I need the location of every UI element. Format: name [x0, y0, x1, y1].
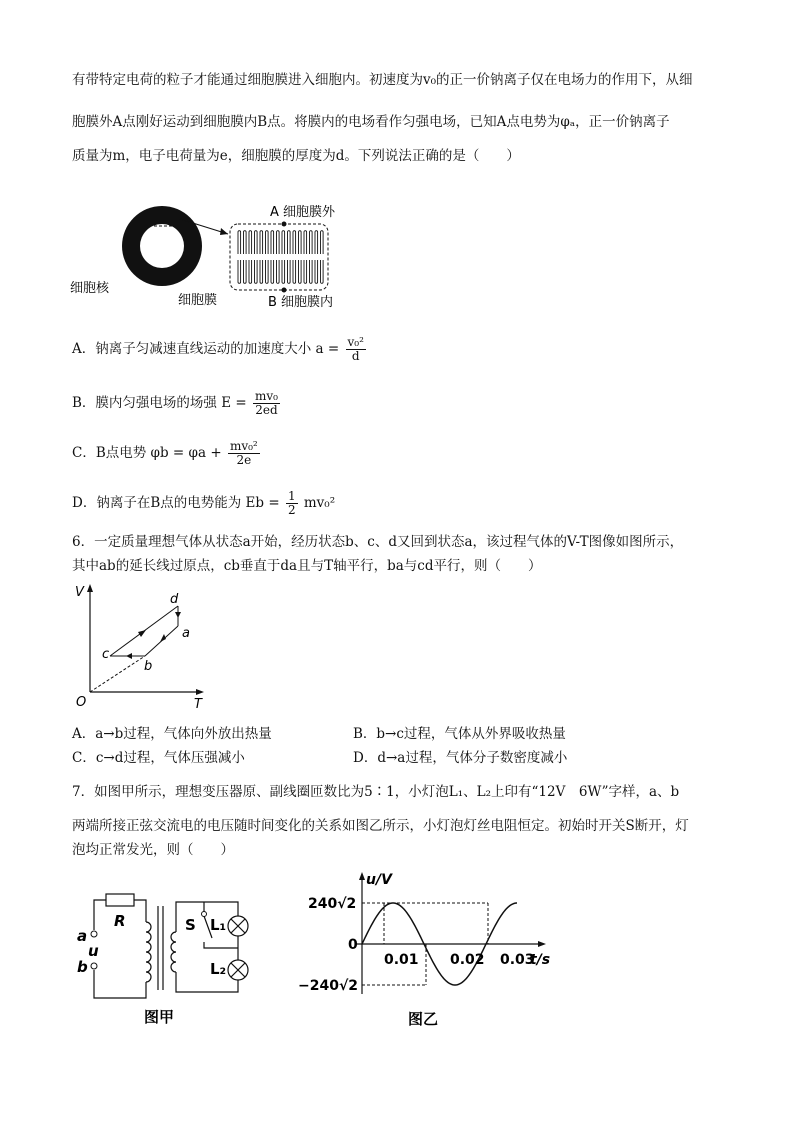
q5-option-b-fraction — [253, 390, 280, 417]
q6-stem-line2: 其中ab的延长线过原点，cb垂直于da且与T轴平行，ba与cd平行，则（ ） — [72, 558, 542, 574]
q5-option-a-text: A．钠离子匀减速直线运动的加速度大小 a = — [72, 341, 340, 357]
q5-option-b-den: 2ed — [255, 403, 278, 417]
lipid-upper — [288, 231, 291, 254]
lipid-lower — [299, 260, 302, 283]
lipid-lower — [244, 260, 247, 283]
label-r: R — [114, 912, 126, 930]
wave-ymax: 240√2 — [308, 896, 357, 912]
q6-option-a[interactable]: A．a→b过程，气体向外放出热量 — [72, 726, 272, 742]
q5-option-d-text: D．钠离子在B点的电势能为 Eb = — [72, 495, 280, 511]
primary-coil — [146, 922, 151, 982]
lipid-upper — [315, 231, 318, 254]
lipid-lower — [266, 260, 269, 283]
wave-t1: 0.01 — [384, 952, 419, 968]
resistor-r — [106, 894, 134, 906]
caption-fig-b: 图乙 — [408, 1010, 439, 1028]
wave-ylabel: u/V — [366, 872, 392, 888]
lipid-lower — [315, 260, 318, 283]
label-b: b — [77, 958, 88, 976]
q5-stem-line2: 胞膜外A点刚好运动到细胞膜内B点。将膜内的电场看作匀强电场，已知A点电势为φₐ，正一价钠离子 — [72, 114, 670, 130]
vt-graph — [72, 584, 222, 714]
t-axis-arrow — [196, 689, 204, 695]
lipid-upper — [244, 231, 247, 254]
point-b — [282, 288, 287, 293]
nucleus — [140, 224, 184, 268]
q7-stem-line1: 7．如图甲所示，理想变压器原、副线圈匝数比为5∶1，小灯泡L₁、L₂上印有“12V 6W”字样，a、b — [72, 784, 680, 800]
lipid-upper — [266, 231, 269, 254]
zoom-arrowhead — [220, 228, 228, 235]
caption-fig-a: 图甲 — [144, 1008, 175, 1026]
q6-option-b[interactable]: B．b→c过程，气体从外界吸收热量 — [353, 726, 566, 742]
lipid-lower — [304, 260, 307, 283]
lipid-upper — [260, 231, 263, 254]
lipid-lower — [271, 260, 274, 283]
q5-option-a-den: d — [351, 349, 360, 363]
lipid-upper — [304, 231, 307, 254]
label-membrane: 细胞膜 — [178, 293, 218, 308]
q5-option-b-text: B．膜内匀强电场的场强 E = — [72, 395, 247, 411]
switch-wire-bottom — [204, 942, 238, 948]
wave-zero: 0 — [348, 937, 358, 953]
q5-option-a-fraction — [346, 336, 366, 363]
q5-option-d-fraction — [286, 490, 298, 517]
label-a-outside: A 细胞膜外 — [270, 205, 336, 220]
primary-wire-right — [134, 900, 146, 922]
extension-line — [90, 656, 145, 692]
q5-stem-line1: 有带特定电荷的粒子才能通过细胞膜进入细胞内。初速度为v₀的正一价钠离子仅在电场力的作用下，从细 — [72, 72, 693, 88]
cell-membrane-figure — [68, 198, 368, 328]
q6-option-c[interactable]: C．c→d过程，气体压强减小 — [72, 750, 245, 766]
wave-t2: 0.02 — [450, 952, 485, 968]
q5-option-c-fraction — [228, 440, 260, 467]
lipid-upper — [282, 231, 285, 254]
lipid-lower — [288, 260, 291, 283]
q5-option-d-den: 2 — [287, 503, 296, 517]
voltage-waveform — [294, 868, 564, 1028]
arrow-bc — [126, 653, 132, 659]
point-label-d: d — [170, 592, 179, 607]
lipid-lower — [310, 260, 313, 283]
q5-option-b[interactable] — [72, 390, 282, 417]
lipid-lower — [293, 260, 296, 283]
q6-option-d[interactable]: D．d→a过程，气体分子数密度减小 — [353, 750, 568, 766]
point-label-b: b — [144, 659, 153, 674]
lipid-lower — [282, 260, 285, 283]
lipid-lower — [238, 260, 241, 283]
lipid-upper — [255, 231, 258, 254]
lipid-lower — [249, 260, 252, 283]
q5-option-c-den: 2e — [236, 453, 252, 467]
arrow-ab — [160, 634, 166, 642]
q5-stem-line3: 质量为m，电子电荷量为e，细胞膜的厚度为d。下列说法正确的是（ ） — [72, 148, 520, 164]
label-a: a — [77, 927, 88, 945]
lipid-upper — [310, 231, 313, 254]
terminal-b — [91, 963, 97, 969]
switch-contact — [202, 912, 207, 917]
q5-option-c-text: C．B点电势 φb = φa + — [72, 445, 222, 461]
lipid-upper — [271, 231, 274, 254]
label-l1: L₁ — [210, 916, 227, 934]
axis-label-t: T — [194, 697, 202, 712]
wave-xlabel: t/s — [530, 952, 551, 968]
q7-stem-line2: 两端所接正弦交流电的电压随时间变化的关系如图乙所示，小灯泡灯丝电阻恒定。初始时开关S断开，灯 — [72, 818, 689, 834]
q5-option-b-num: mv₀ — [254, 389, 278, 403]
lipid-upper — [238, 231, 241, 254]
transformer-circuit — [74, 886, 264, 1036]
t-axis-arrow — [538, 941, 546, 947]
terminal-a — [91, 931, 97, 937]
arrow-da — [175, 612, 181, 618]
q5-option-c-num: mv₀² — [229, 439, 258, 453]
lipid-upper — [299, 231, 302, 254]
origin-label: O — [76, 695, 87, 710]
primary-wire-bottom — [94, 970, 146, 998]
axis-label-v: V — [75, 585, 84, 600]
secondary-coil — [171, 932, 176, 972]
phospholipid-bilayer — [238, 231, 323, 284]
label-s: S — [185, 916, 196, 934]
q5-option-d[interactable] — [72, 490, 335, 517]
u-axis-arrow — [359, 872, 365, 880]
q5-option-a-num: v₀² — [347, 335, 364, 349]
arrow-cd — [138, 630, 146, 637]
q6-stem-line1: 6．一定质量理想气体从状态a开始，经历状态b、c、d又回到状态a，该过程气体的V-T图像如图所示， — [72, 534, 684, 550]
label-l2: L₂ — [210, 960, 227, 978]
lipid-lower — [277, 260, 280, 283]
wave-ymin: −240√2 — [298, 978, 359, 994]
wave-t3: 0.03 — [500, 952, 535, 968]
q7-stem-line3: 泡均正常发光，则（ ） — [72, 842, 234, 858]
lipid-lower — [260, 260, 263, 283]
lipid-upper — [321, 231, 324, 254]
q5-option-d-num: 1 — [287, 489, 296, 503]
point-a — [282, 222, 287, 227]
primary-wire-top — [94, 900, 106, 930]
point-label-c: c — [102, 647, 110, 662]
label-b-inside: B 细胞膜内 — [268, 295, 334, 310]
lipid-lower — [321, 260, 324, 283]
point-label-a: a — [182, 626, 190, 641]
v-axis-arrow — [87, 584, 93, 592]
lipid-upper — [277, 231, 280, 254]
lipid-lower — [255, 260, 258, 283]
label-nucleus: 细胞核 — [70, 281, 110, 296]
lipid-upper — [293, 231, 296, 254]
lipid-upper — [249, 231, 252, 254]
label-u: u — [88, 942, 99, 960]
q5-option-a[interactable] — [72, 336, 368, 363]
q5-option-c[interactable] — [72, 440, 262, 467]
q5-option-d-tail: mv₀² — [303, 495, 336, 511]
